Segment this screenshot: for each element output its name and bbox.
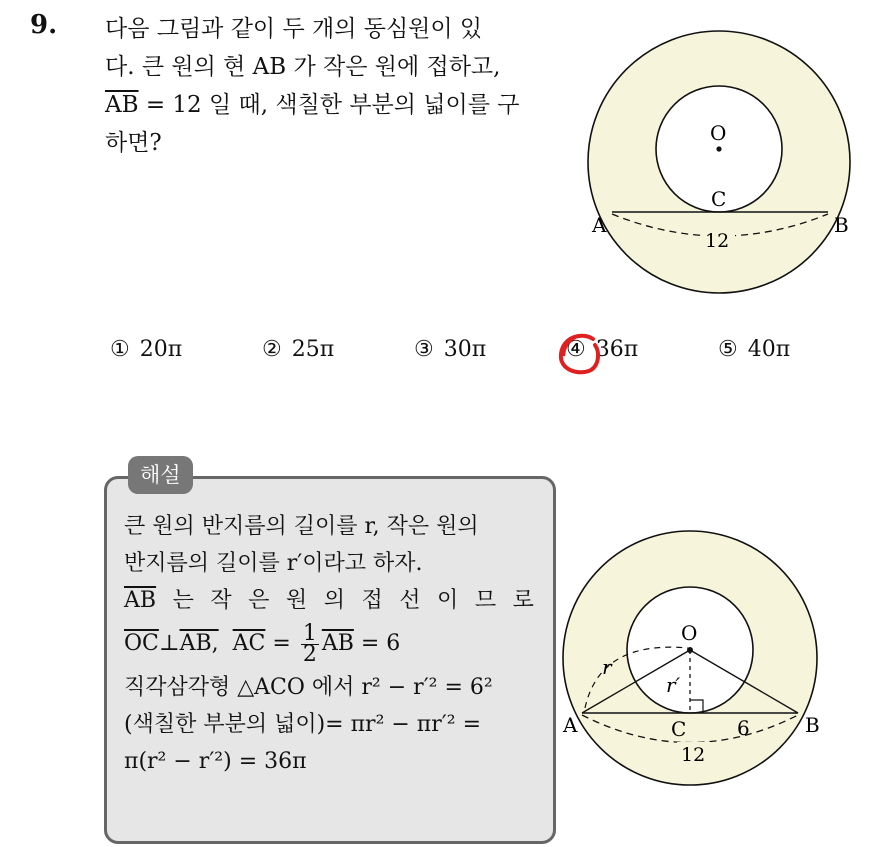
answer-mark-circle-icon bbox=[555, 330, 605, 380]
word: 의 bbox=[323, 588, 345, 613]
choice-4-number: ④ bbox=[566, 337, 586, 362]
perp-symbol: ⊥ bbox=[158, 631, 180, 656]
solution-line-2: 반지름의 길이를 r′이라고 하자. bbox=[124, 551, 423, 576]
choice-2[interactable] bbox=[262, 337, 334, 362]
choice-5-value: 40π bbox=[747, 337, 791, 362]
equals-six: = 6 bbox=[360, 631, 401, 656]
choice-2-value: 25π bbox=[291, 337, 335, 362]
solution-line-3 bbox=[124, 582, 534, 619]
equals: = bbox=[272, 631, 291, 656]
word: 는 bbox=[172, 588, 194, 613]
solution-line-4 bbox=[124, 619, 549, 669]
segment-ab-3: AB, bbox=[179, 631, 219, 656]
label-a: A bbox=[592, 213, 607, 237]
label-b-2: B bbox=[805, 713, 820, 737]
label-r-prime: r′ bbox=[666, 673, 681, 697]
choice-5-number: ⑤ bbox=[718, 337, 738, 362]
label-12: 12 bbox=[705, 230, 730, 252]
question-text bbox=[105, 10, 565, 162]
label-c: C bbox=[711, 187, 727, 211]
choice-1-number: ① bbox=[110, 337, 130, 362]
solution-line-1: 큰 원의 반지름의 길이를 r, 작은 원의 bbox=[124, 514, 479, 539]
choice-1[interactable] bbox=[110, 337, 182, 362]
label-a-2: A bbox=[563, 713, 578, 737]
word: 은 bbox=[248, 588, 270, 613]
word: 로 bbox=[512, 588, 534, 613]
segment-oc: $\overline{OC}$ bbox=[124, 631, 159, 656]
choice-3-value: 30π bbox=[443, 337, 487, 362]
question-line-4: 하면? bbox=[105, 130, 162, 156]
label-o: O bbox=[710, 121, 727, 145]
segment-ab: $\overline{AB}$ bbox=[105, 92, 139, 118]
word: 이 bbox=[437, 588, 459, 613]
label-12-2: 12 bbox=[681, 744, 706, 766]
label-o-2: O bbox=[681, 621, 698, 645]
question-line-1: 다음 그림과 같이 두 개의 동심원이 있 bbox=[105, 16, 483, 42]
answer-choices bbox=[110, 337, 810, 377]
choice-3[interactable] bbox=[414, 337, 486, 362]
question-line-3 bbox=[105, 86, 565, 124]
solution-figure bbox=[558, 505, 884, 805]
label-b: B bbox=[834, 213, 849, 237]
choice-2-number: ② bbox=[262, 337, 282, 362]
label-c-2: C bbox=[671, 717, 687, 741]
segment-ab-2: $\overline{AB}$ bbox=[124, 588, 157, 613]
choice-4-value: 36π bbox=[595, 337, 639, 362]
question-line-3-text: = 12 일 때, 색칠한 부분의 넓이를 구 bbox=[145, 92, 520, 118]
word: 므 bbox=[474, 588, 497, 613]
choice-3-number: ③ bbox=[414, 337, 434, 362]
concentric-circles-figure bbox=[585, 0, 855, 320]
question-number: 9. bbox=[30, 10, 58, 40]
segment-ab-4: $\overline{AB}$ bbox=[321, 631, 354, 656]
solution-text bbox=[124, 508, 549, 780]
word: 작 bbox=[210, 588, 232, 613]
question-line-2: 다. 큰 원의 현 AB 가 작은 원에 접하고, bbox=[105, 54, 501, 80]
fraction-numerator: 1 bbox=[302, 620, 317, 646]
fraction-half bbox=[301, 620, 319, 667]
label-6: 6 bbox=[737, 716, 750, 740]
word: 원 bbox=[285, 588, 308, 613]
choice-1-value: 20π bbox=[139, 337, 183, 362]
fraction-denominator: 2 bbox=[302, 641, 317, 667]
segment-ac: $\overline{AC}$ bbox=[232, 631, 266, 656]
word: 접 bbox=[361, 588, 383, 613]
solution-line-5: 직각삼각형 △ACO 에서 r² − r′² = 6² bbox=[124, 675, 493, 700]
choice-5[interactable] bbox=[718, 337, 790, 362]
word: 선 bbox=[399, 588, 421, 613]
solution-line-6: (색칠한 부분의 넓이)= πr² − πr′² = bbox=[124, 712, 482, 737]
center-point-o bbox=[716, 146, 721, 151]
center-point-o-2 bbox=[687, 647, 693, 653]
solution-line-7: π(r² − r′²) = 36π bbox=[124, 749, 307, 774]
solution-tag: 해설 bbox=[128, 456, 193, 494]
label-r: r bbox=[602, 655, 612, 679]
